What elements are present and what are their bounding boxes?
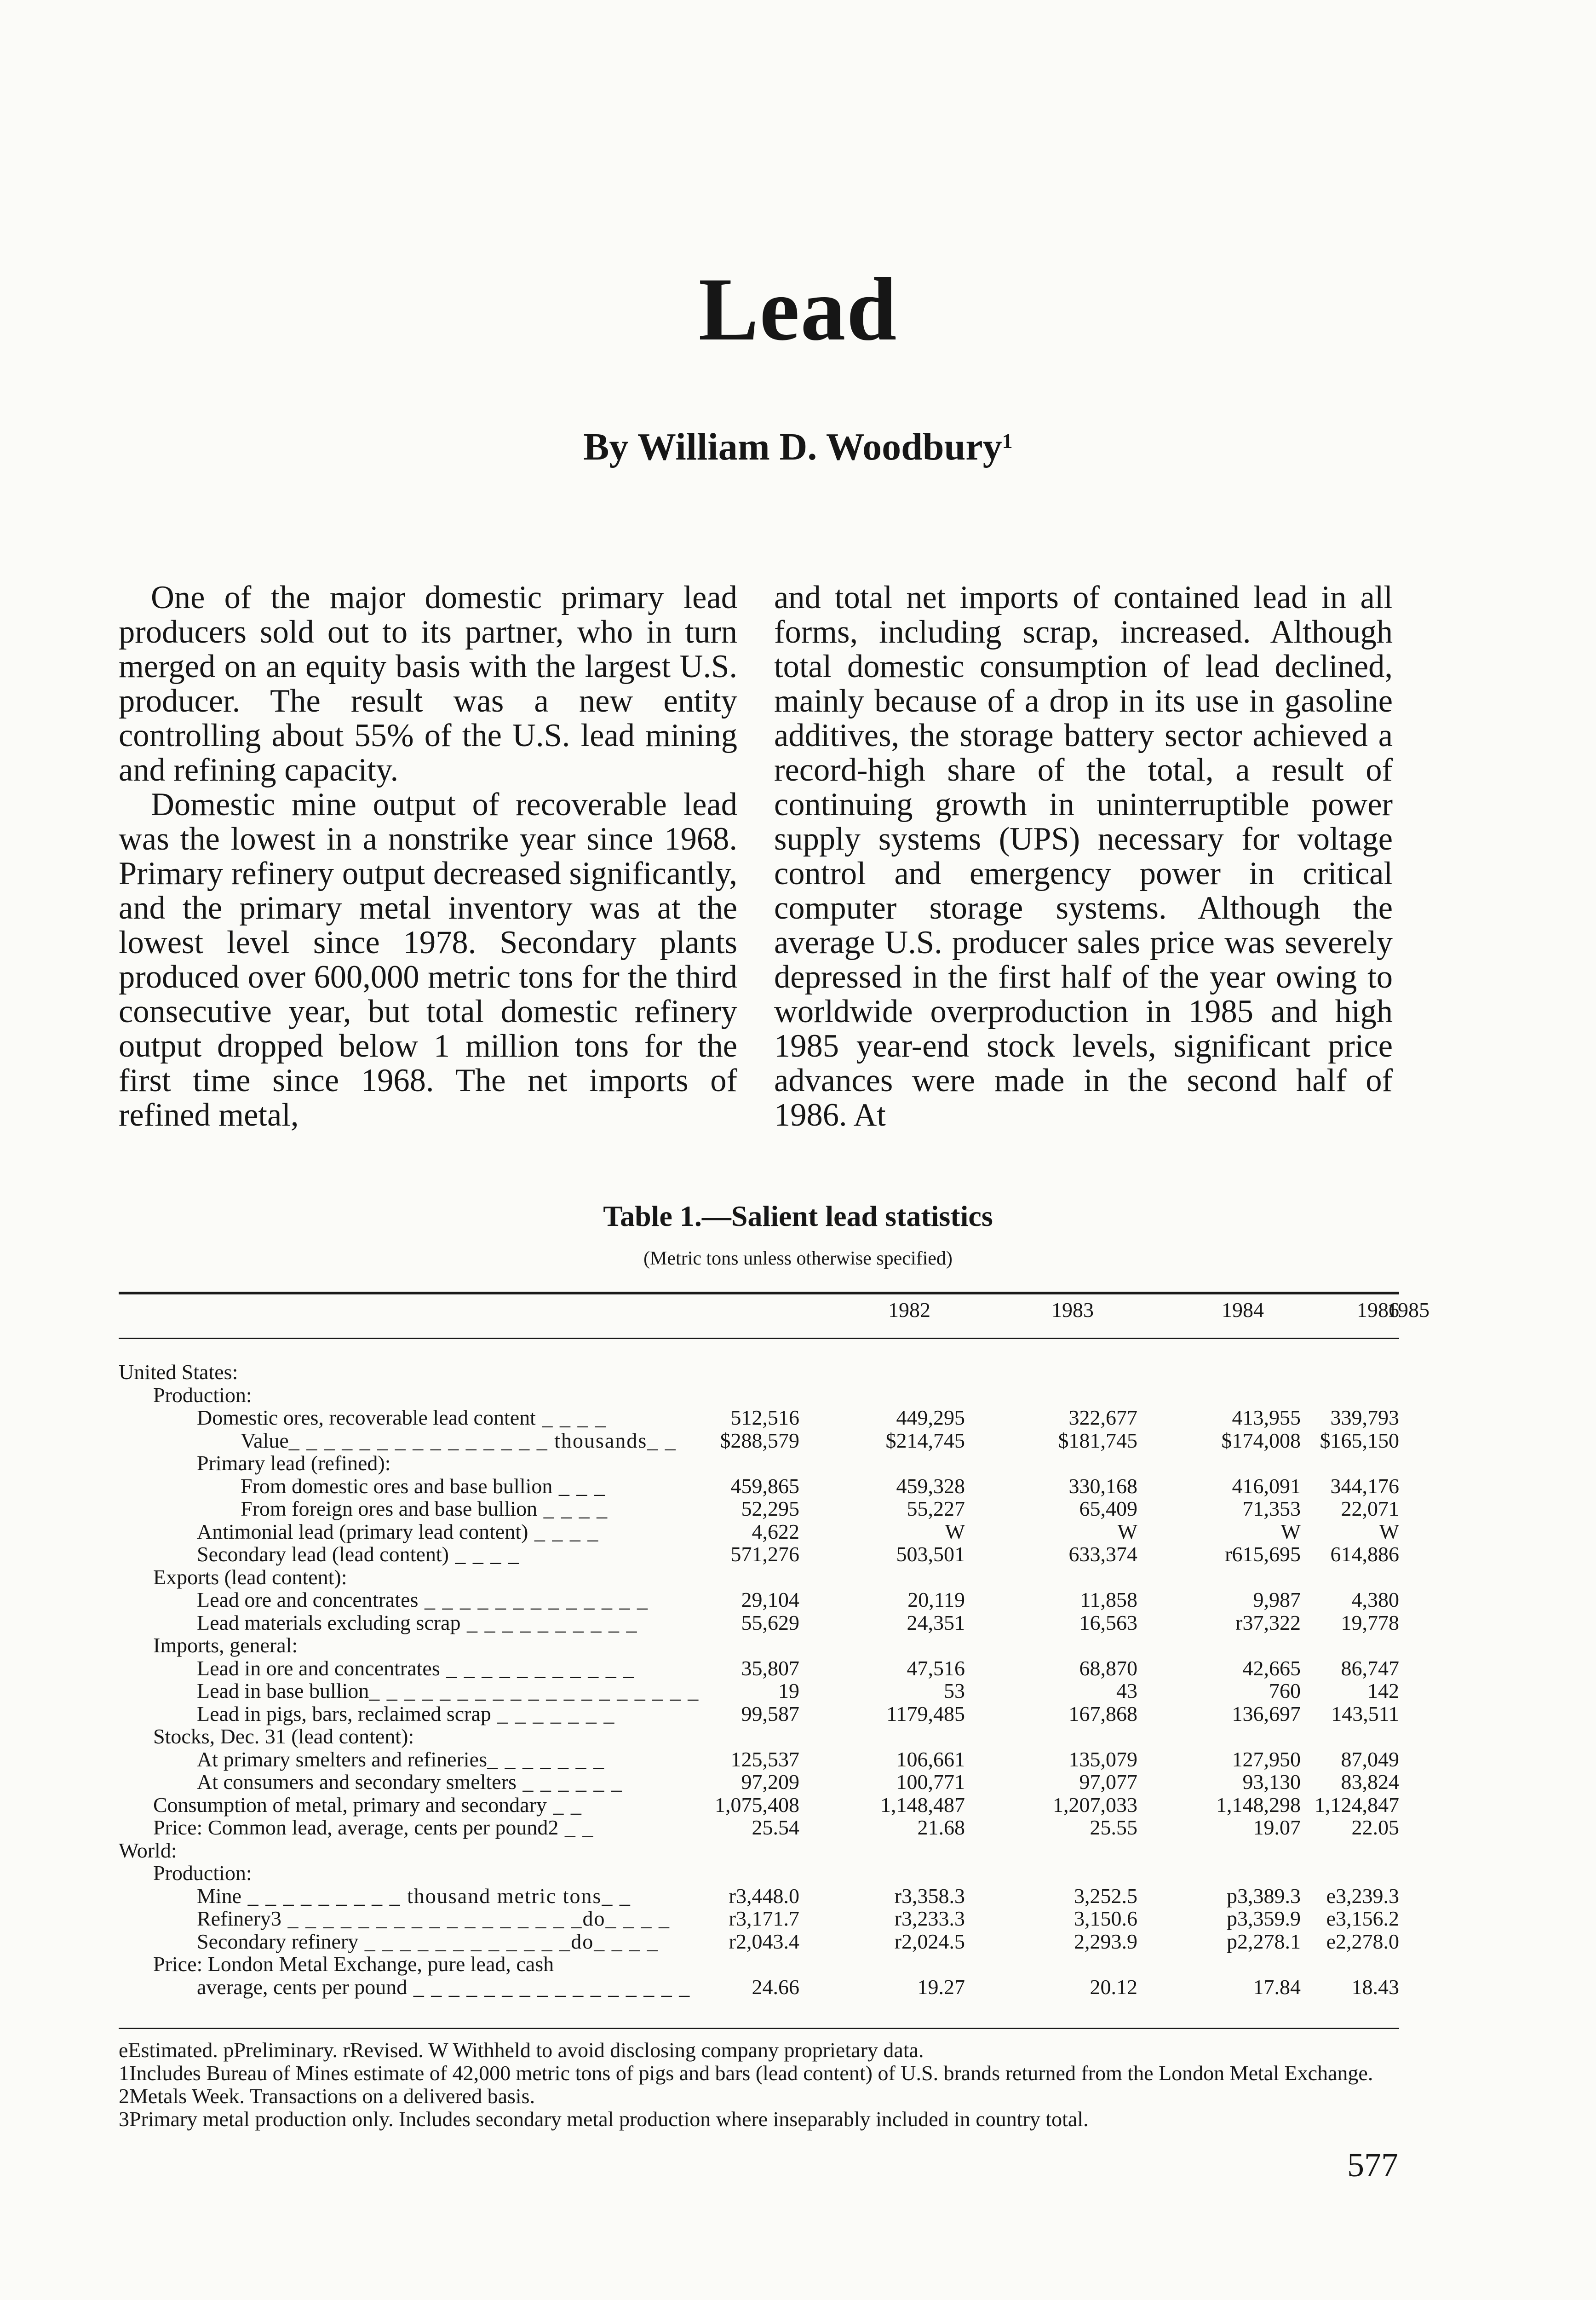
row-label-text: Primary lead (refined): (197, 1451, 391, 1475)
data-cell: 97,077 (1079, 1770, 1137, 1794)
row-label (153, 1634, 298, 1657)
data-cell: 16,563 (1079, 1610, 1137, 1634)
row-label (153, 1384, 252, 1407)
data-cell: 86,747 (1341, 1656, 1399, 1680)
data-cell: 17.84 (1253, 1975, 1301, 1999)
data-cell: 1,124,847 (1315, 1793, 1399, 1817)
data-cell: r3,358.3 (894, 1884, 965, 1908)
data-cell: r2,024.5 (894, 1929, 965, 1953)
data-cell: 19.07 (1253, 1816, 1301, 1839)
table-row (119, 1657, 1399, 1680)
row-label (119, 1361, 238, 1384)
data-cell: 43 (1116, 1679, 1137, 1702)
data-cell: 1179,485 (886, 1702, 965, 1725)
data-cell: 106,661 (896, 1747, 965, 1771)
article-title: Lead (698, 259, 898, 359)
data-cell: p3,359.9 (1227, 1907, 1301, 1930)
data-cell: 22.05 (1351, 1816, 1399, 1839)
footnote: 2Metals Week. Transactions on a delivered basis. (119, 2084, 535, 2108)
data-cell: 19,778 (1341, 1610, 1399, 1634)
data-cell: 459,865 (730, 1474, 799, 1498)
data-cell: 413,955 (1232, 1406, 1301, 1429)
row-label (197, 1452, 390, 1475)
data-cell: 633,374 (1068, 1542, 1137, 1566)
row-label (197, 1543, 520, 1566)
data-cell: p3,389.3 (1227, 1884, 1301, 1908)
data-cell: 55,629 (741, 1610, 799, 1634)
table-row (119, 1679, 1399, 1702)
leader-dots: _ _ _ _ _ _ _ (491, 1702, 615, 1725)
data-cell: 9,987 (1253, 1588, 1301, 1611)
byline (0, 428, 1596, 466)
data-cell: $181,745 (1058, 1428, 1137, 1452)
row-label (197, 1657, 635, 1680)
row-label-text: Mine (197, 1884, 242, 1908)
data-cell: 143,511 (1331, 1702, 1399, 1725)
table-bottom-rule (119, 2028, 1399, 2029)
table-row (119, 1794, 1399, 1817)
data-cell: 11,858 (1080, 1588, 1137, 1611)
table-row (119, 1702, 1399, 1725)
data-cell: 22,071 (1341, 1497, 1399, 1520)
leader-dots: _ _ _ _ _ _ _ _ _ _ _ _ _ _ _ _ _do_ _ _ _ (281, 1907, 670, 1930)
table-row (119, 1543, 1399, 1566)
table-row (119, 1748, 1399, 1771)
data-cell: 47,516 (907, 1656, 965, 1680)
row-label (241, 1497, 608, 1520)
row-label (241, 1429, 677, 1452)
leader-dots: _ _ _ _ _ _ _ _ _ _ _ _ _ _ _ _ _ _ _ (369, 1679, 700, 1702)
row-label-text: At consumers and secondary smelters (197, 1770, 517, 1794)
table-row (119, 1885, 1399, 1908)
data-cell: 25.54 (752, 1816, 799, 1839)
leader-dots: _ _ _ _ _ _ (516, 1770, 623, 1794)
data-cell: 3,150.6 (1074, 1907, 1137, 1930)
row-label (197, 1885, 631, 1908)
data-cell: $174,008 (1221, 1428, 1301, 1452)
data-cell: 339,793 (1330, 1406, 1399, 1429)
data-cell: 416,091 (1232, 1474, 1301, 1498)
data-cell: 449,295 (896, 1406, 965, 1429)
data-cell: 65,409 (1079, 1497, 1137, 1520)
data-cell: 167,868 (1068, 1702, 1137, 1725)
row-label-text: From domestic ores and base bullion (241, 1474, 553, 1498)
data-cell: W (1379, 1519, 1399, 1543)
data-cell: 1,148,298 (1216, 1793, 1301, 1817)
data-cell: 21.68 (917, 1816, 965, 1839)
row-label-text: Antimonial lead (primary lead content) (197, 1519, 528, 1543)
row-label-text: World: (119, 1838, 177, 1862)
data-cell: 135,079 (1068, 1747, 1137, 1771)
row-label (197, 1588, 649, 1611)
leader-dots: _ _ _ _ _ _ _ _ _ _ _ _do_ _ _ _ (358, 1929, 659, 1953)
table-row (119, 1497, 1399, 1520)
paragraph: One of the major domestic primary lead producers sold out to its partner, who in turn merged on an equity basis with the largest U.S. producer. The result was a new entity controlling about 55% of the U.S. lead mining and refining capacity. (119, 580, 737, 788)
row-label (153, 1953, 554, 1976)
table-row (119, 1452, 1399, 1475)
row-label (153, 1816, 594, 1839)
paragraph: Domestic mine output of recoverable lead was the lowest in a nonstrike year since 1968. Primary refinery output decreased significantly, and the primary metal inventory was at the lowest level since 1978. Secondary plants produced over 600,000 metric tons for the third consecutive year, but total domestic refinery output dropped below 1 million tons for the first time since 1968. The net imports of refined metal, (119, 787, 737, 1133)
data-cell: 52,295 (741, 1497, 799, 1520)
data-cell: 330,168 (1068, 1474, 1137, 1498)
footnote: eEstimated. pPreliminary. rRevised. W Withheld to avoid disclosing company proprietary data. (119, 2038, 924, 2062)
row-label-text: Secondary refinery (197, 1929, 359, 1953)
data-cell: r37,322 (1235, 1610, 1301, 1634)
leader-dots: _ _ _ _ _ _ _ (487, 1747, 605, 1771)
data-cell: r2,043.4 (729, 1929, 799, 1953)
data-cell: 1,207,033 (1053, 1793, 1137, 1817)
data-cell: $288,579 (720, 1428, 799, 1452)
row-label (197, 1702, 615, 1725)
data-cell: 3,252.5 (1074, 1884, 1137, 1908)
byline-footnote-marker: 1 (1002, 429, 1013, 453)
table-row (119, 1588, 1399, 1611)
data-cell: 571,276 (730, 1542, 799, 1566)
data-cell: 19.27 (917, 1975, 965, 1999)
column-header-year: 1983 (1051, 1298, 1094, 1322)
leader-dots: _ _ _ _ (535, 1406, 607, 1429)
leader-dots: _ _ _ _ _ _ _ _ _ _ (460, 1610, 638, 1634)
table-row (119, 1429, 1399, 1452)
row-label (197, 1406, 607, 1429)
row-label-text: Lead in base bullion (197, 1679, 369, 1702)
data-cell: 20.12 (1090, 1975, 1137, 1999)
row-label-text: Domestic ores, recoverable lead content (197, 1406, 536, 1429)
row-label-text: average, cents per pound (197, 1975, 408, 1999)
data-cell: 25.55 (1090, 1816, 1137, 1839)
leader-dots: _ _ (558, 1816, 594, 1839)
data-cell: 71,353 (1242, 1497, 1301, 1520)
data-cell: $165,150 (1320, 1428, 1399, 1452)
data-cell: 93,130 (1242, 1770, 1301, 1794)
row-label-text: Lead ore and concentrates (197, 1588, 419, 1611)
row-label-text: Value (241, 1428, 289, 1452)
leader-dots: _ _ _ (552, 1474, 606, 1498)
data-cell: 1,148,487 (880, 1793, 965, 1817)
data-cell: 42,665 (1242, 1656, 1301, 1680)
row-label (197, 1976, 690, 1999)
table-row (119, 1361, 1399, 1384)
leader-dots: _ _ _ _ _ _ _ _ _ _ _ _ _ _ _ thousands_ _ (288, 1428, 677, 1452)
row-label-text: From foreign ores and base bullion (241, 1497, 538, 1520)
table-row (119, 1976, 1399, 1999)
table-subtitle: (Metric tons unless otherwise specified) (643, 1248, 953, 1269)
row-label-text: Refinery3 (197, 1907, 281, 1930)
row-label-text: Consumption of metal, primary and secondary (153, 1793, 547, 1817)
row-label-text: Exports (lead content): (153, 1565, 347, 1589)
row-label-text: Price: London Metal Exchange, pure lead, cash (153, 1952, 554, 1976)
data-cell: 127,950 (1232, 1747, 1301, 1771)
row-label (153, 1794, 582, 1817)
data-cell: 35,807 (741, 1656, 799, 1680)
data-cell: e3,156.2 (1326, 1907, 1399, 1930)
table-row (119, 1839, 1399, 1862)
row-label (197, 1748, 605, 1771)
table-row (119, 1816, 1399, 1839)
table-row (119, 1953, 1399, 1976)
data-cell: 136,697 (1232, 1702, 1301, 1725)
row-label (197, 1771, 623, 1794)
table-row (119, 1611, 1399, 1634)
leader-dots: _ _ _ _ (528, 1519, 599, 1543)
data-cell: 344,176 (1330, 1474, 1399, 1498)
data-cell: 99,587 (741, 1702, 799, 1725)
data-cell: 83,824 (1341, 1770, 1399, 1794)
data-cell: e2,278.0 (1326, 1929, 1399, 1953)
leader-dots: _ _ _ _ (537, 1497, 609, 1520)
data-cell: 97,209 (741, 1770, 799, 1794)
row-label-text: Lead materials excluding scrap (197, 1610, 461, 1634)
data-cell: 29,104 (741, 1588, 799, 1611)
table-row (119, 1520, 1399, 1543)
data-cell: r3,233.3 (894, 1907, 965, 1930)
row-label (153, 1725, 414, 1748)
data-cell: r3,448.0 (729, 1884, 799, 1908)
table-footnotes (119, 2039, 1399, 2131)
data-cell: 100,771 (896, 1770, 965, 1794)
footnote: 3Primary metal production only. Includes secondary metal production where inseparably included in country total. (119, 2107, 1089, 2131)
data-cell: 614,886 (1330, 1542, 1399, 1566)
data-cell: 53 (944, 1679, 965, 1702)
leader-dots: _ _ _ _ _ _ _ _ _ _ _ _ _ _ _ _ (407, 1975, 691, 1999)
data-cell: W (945, 1519, 965, 1543)
row-label-text: Stocks, Dec. 31 (lead content): (153, 1725, 414, 1748)
data-cell: 1,075,408 (715, 1793, 799, 1817)
table-row (119, 1725, 1399, 1748)
paragraph: and total net imports of contained lead in all forms, including scrap, increased. Although total domestic consumption of lead declined, mainly because of a drop in its use in gasoline additives, the storage battery sector achieved a record-high share of the total, a result of continuing growth in uninterruptible power supply systems (UPS) necessary for voltage control and emergency power in critical computer storage systems. Although the average U.S. producer sales price was severely depressed in the first half of the year owing to worldwide overproduction in 1985 and high 1985 year-end stock levels, significant price advances were made in the second half of 1986. At (774, 580, 1393, 1133)
right-column (774, 581, 1393, 1133)
table-row (119, 1384, 1399, 1407)
data-cell: 24.66 (752, 1975, 799, 1999)
row-label-text: Production: (153, 1861, 252, 1885)
row-label (241, 1475, 606, 1498)
data-cell: 4,380 (1351, 1588, 1399, 1611)
data-cell: 760 (1269, 1679, 1301, 1702)
row-label-text: At primary smelters and refineries (197, 1747, 487, 1771)
column-header-year: 1984 (1222, 1298, 1264, 1322)
leader-dots: _ _ _ _ _ _ _ _ _ _ _ _ _ (418, 1588, 649, 1611)
leader-dots: _ _ _ _ _ _ _ _ _ _ _ (440, 1656, 635, 1680)
table-header-rule (119, 1338, 1399, 1339)
data-cell: 142 (1367, 1679, 1399, 1702)
row-label-text: Secondary lead (lead content) (197, 1542, 449, 1566)
data-cell: 55,227 (907, 1497, 965, 1520)
row-label (197, 1520, 599, 1543)
data-cell: 125,537 (730, 1747, 799, 1771)
data-cell: p2,278.1 (1227, 1929, 1301, 1953)
row-label (197, 1907, 670, 1930)
row-label-text: Production: (153, 1383, 252, 1407)
row-label-text: Price: Common lead, average, cents per pound2 (153, 1816, 559, 1839)
table-top-rule (119, 1292, 1399, 1294)
row-label-text: Imports, general: (153, 1633, 298, 1657)
page-number: 577 (1347, 2146, 1398, 2184)
row-label-text: Lead in pigs, bars, reclaimed scrap (197, 1702, 491, 1725)
table-row (119, 1566, 1399, 1589)
table-body (119, 1361, 1399, 1998)
column-header-year: 1986 (1357, 1298, 1399, 1322)
table-row (119, 1406, 1399, 1429)
column-header-year: 1985 (1387, 1298, 1430, 1322)
data-cell: 19 (778, 1679, 799, 1702)
table-row (119, 1475, 1399, 1498)
table-row (119, 1907, 1399, 1930)
data-cell: e3,239.3 (1326, 1884, 1399, 1908)
data-cell: r3,171.7 (729, 1907, 799, 1930)
data-cell: W (1117, 1519, 1137, 1543)
data-cell: 512,516 (730, 1406, 799, 1429)
data-cell: 24,351 (907, 1610, 965, 1634)
row-label (197, 1611, 637, 1634)
table-title: Table 1.—Salient lead statistics (603, 1200, 993, 1232)
data-cell: 459,328 (896, 1474, 965, 1498)
leader-dots: _ _ (546, 1793, 582, 1817)
row-label (153, 1862, 252, 1885)
row-label (119, 1839, 177, 1862)
table-row (119, 1930, 1399, 1953)
data-cell: 503,501 (896, 1542, 965, 1566)
row-label (197, 1679, 699, 1702)
column-header-year: 1982 (888, 1298, 930, 1322)
leader-dots: _ _ _ _ (448, 1542, 520, 1566)
left-column (119, 581, 737, 1133)
data-cell: 18.43 (1351, 1975, 1399, 1999)
table-row (119, 1862, 1399, 1885)
row-label-text: United States: (119, 1360, 238, 1384)
data-cell: 2,293.9 (1074, 1929, 1137, 1953)
data-cell: 68,870 (1079, 1656, 1137, 1680)
data-cell: 87,049 (1341, 1747, 1399, 1771)
data-cell: r615,695 (1225, 1542, 1301, 1566)
row-label-text: Lead in ore and concentrates (197, 1656, 440, 1680)
table-row (119, 1771, 1399, 1794)
data-cell: 322,677 (1068, 1406, 1137, 1429)
row-label (153, 1566, 347, 1589)
footnote: 1Includes Bureau of Mines estimate of 42,000 metric tons of pigs and bars (lead content) of U.S. brands returned from the London Metal Exchange. (119, 2061, 1373, 2085)
author-name: By William D. Woodbury (583, 426, 1002, 468)
row-label (197, 1930, 659, 1953)
data-cell: W (1280, 1519, 1301, 1543)
leader-dots: _ _ _ _ _ _ _ _ _ thousand metric tons_ _ (241, 1884, 631, 1908)
data-cell: 20,119 (907, 1588, 965, 1611)
data-cell: 4,622 (752, 1519, 799, 1543)
data-cell: $214,745 (885, 1428, 965, 1452)
table-row (119, 1634, 1399, 1657)
